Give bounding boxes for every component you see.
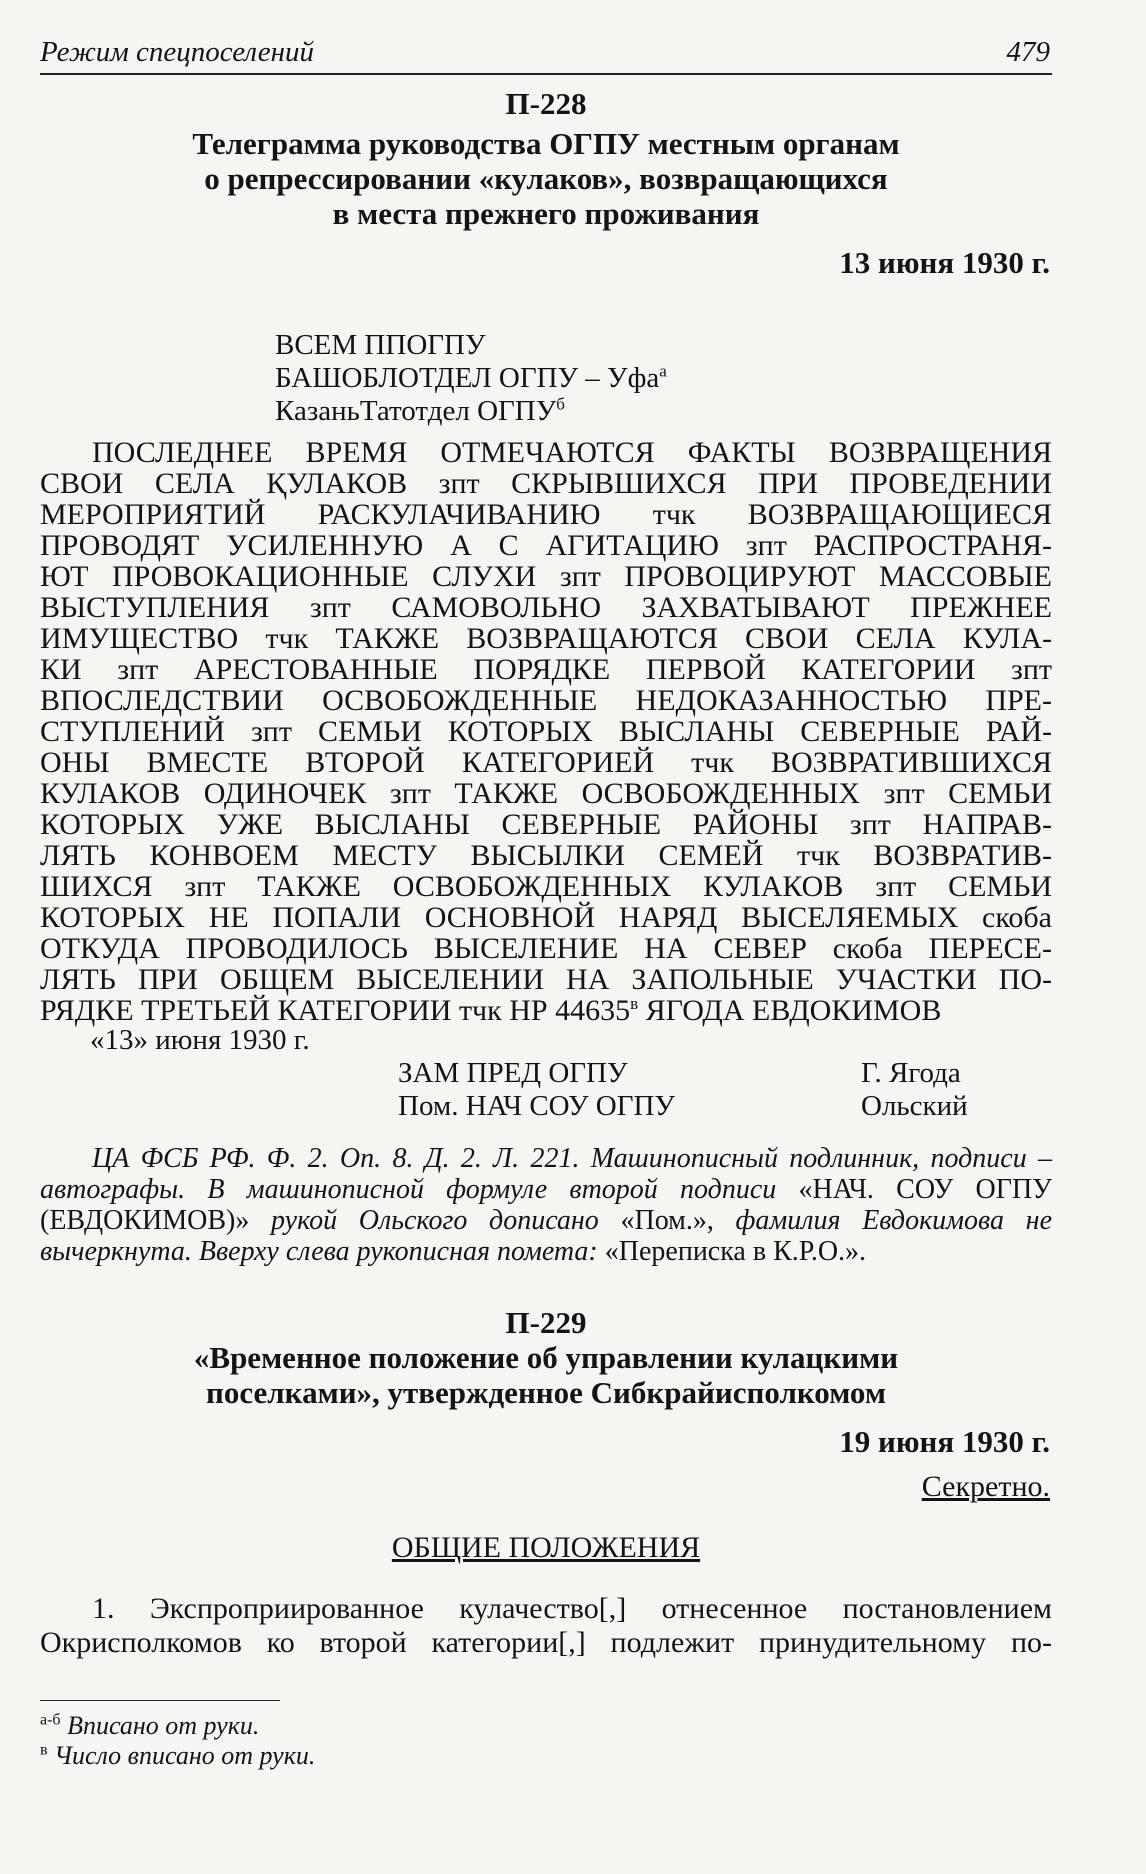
signature-position: ЗАМ ПРЕД ОГПУ bbox=[398, 1057, 628, 1089]
telegram-line: ПРОВОДЯТ УСИЛЕННУЮ А С АГИТАЦИЮ зпт РАСПРОСТРАНЯ- bbox=[40, 529, 1052, 562]
running-title: Режим спецпоселений bbox=[40, 36, 315, 68]
footnote-mark: б bbox=[556, 394, 565, 414]
telegram-line: СВОИ СЕЛА ҚУЛАКОВ зпт СКРЫВШИХСЯ ПРИ ПРОВЕДЕНИИ bbox=[40, 467, 1052, 500]
addressee: БАШОБЛОТДЕЛ ОГПУ – Уфа$^а$ bbox=[275, 361, 667, 394]
doc228-date: 13 июня 1930 г. bbox=[839, 245, 1050, 280]
doc228-sign-date: «13» июня 1930 г. bbox=[90, 1024, 310, 1056]
doc228-addressees bbox=[275, 329, 667, 428]
telegram-line: ЮТ ПРОВОКАЦИОННЫЕ СЛУХИ зпт ПРОВОЦИРУЮТ МАССОВЫЕ bbox=[40, 560, 1052, 593]
signature-name: Ольский bbox=[861, 1090, 968, 1122]
telegram-line: ПОСЛЕДНЕЕ ВРЕМЯ ОТМЕЧАЮТСЯ ФАКТЫ ВОЗВРАЩЕНИЯ bbox=[92, 436, 1052, 469]
telegram-last-line: РЯДКЕ ТРЕТЬЕЙ КАТЕГОРИИ тчк НР $44635^в$ ЯГОДА ЕВДОКИМОВ bbox=[40, 994, 942, 1027]
doc229-number: П-229 bbox=[505, 1305, 587, 1340]
footnote-mark: в bbox=[630, 994, 639, 1013]
telegram-line: ИМУЩЕСТВО тчк ТАКЖЕ ВОЗВРАЩАЮТСЯ СВОИ СЕЛА КУЛА- bbox=[40, 622, 1052, 655]
doc228-title-line: Телеграмма руководства ОГПУ местным органам bbox=[192, 126, 900, 161]
paragraph-line: 1. Экспроприированное кулачество[,] отнесенное постановлением bbox=[92, 1592, 1052, 1625]
telegram-line: ЛЯТЬ ПРИ ОБЩЕМ ВЫСЕЛЕНИИ НА ЗАПОЛЬНЫЕ УЧАСТКИ ПО- bbox=[40, 963, 1052, 996]
doc229-title-line: поселками», утвержденное Сибкрайисполкомом bbox=[206, 1375, 886, 1410]
telegram-line: ВПОСЛЕДСТВИИ ОСВОБОЖДЕННЫЕ НЕДОКАЗАННОСТЬЮ ПРЕ- bbox=[40, 684, 1052, 717]
paragraph-1 bbox=[40, 1592, 1052, 1660]
telegram-line: ОНЫ ВМЕСТЕ ВТОРОЙ КАТЕГОРИЕЙ тчк ВОЗВРАТИВШИХСЯ bbox=[40, 746, 1052, 779]
paragraph-line: Окрисполкомов ко второй категории[,] подлежит принудительному по- bbox=[40, 1626, 1052, 1659]
doc228-title-line: в места прежнего проживания bbox=[332, 196, 760, 231]
header-rule bbox=[40, 73, 1052, 75]
footnote: $^в$ Число вписано от руки. bbox=[40, 1741, 316, 1770]
telegram-line: ОТКУДА ПРОВОДИЛОСЬ ВЫСЕЛЕНИЕ НА СЕВЕР скоба ПЕРЕСЕ- bbox=[40, 932, 1052, 965]
telegram-line: МЕРОПРИЯТИЙ РАСКУЛАЧИВАНИЮ тчк ВОЗВРАЩАЮЩИЕСЯ bbox=[40, 498, 1052, 531]
doc228-number: П-228 bbox=[505, 86, 587, 121]
telegram-line: ШИХСЯ зпт ТАКЖЕ ОСВОБОЖДЕННЫХ КУЛАКОВ зпт СЕМЬИ bbox=[40, 870, 1052, 903]
telegram-line: КИ зпт АРЕСТОВАННЫЕ ПОРЯДКЕ ПЕРВОЙ КАТЕГОРИИ зпт bbox=[40, 653, 1052, 686]
telegram-line: ВЫСТУПЛЕНИЯ зпт САМОВОЛЬНО ЗАХВАТЫВАЮТ ПРЕЖНЕЕ bbox=[40, 591, 1052, 624]
addressee: ВСЕМ ППОГПУ bbox=[275, 329, 486, 361]
telegram-line: КОТОРЫХ УЖЕ ВЫСЛАНЫ СЕВЕРНЫЕ РАЙОНЫ зпт НАПРАВ- bbox=[40, 808, 1052, 841]
footnote-rule bbox=[40, 1700, 280, 1701]
archival-source: ЦА ФСБ РФ. Ф. 2. Оп. 8. Д. 2. Л. 221. Машинописный подлинник, подписи – автографы. В машинописной формуле второй подписи «НАЧ. СОУ ОГПУ (ЕВДОКИМОВ)» рукой Ольского дописано «Пом.», фамилия Евдокимова не вычеркнута. Вверху слева рукописная помета: «Переписка в К.Р.О.». bbox=[40, 1143, 1052, 1267]
doc228-title-line: о репрессировании «кулаков», возвращающихся bbox=[204, 161, 888, 196]
telegram-text bbox=[40, 437, 1052, 1026]
doc229-title bbox=[40, 1340, 1052, 1410]
doc229-date: 19 июня 1930 г. bbox=[839, 1424, 1050, 1459]
signature-position: Пом. НАЧ СОУ ОГПУ bbox=[398, 1090, 675, 1122]
telegram-line: КОТОРЫХ НЕ ПОПАЛИ ОСНОВНОЙ НАРЯД ВЫСЕЛЯЕМЫХ скоба bbox=[40, 901, 1052, 934]
doc229-title-line: «Временное положение об управлении кулацкими bbox=[193, 1340, 899, 1375]
telegram-line: СТУПЛЕНИЙ зпт СЕМЬИ КОТОРЫХ ВЫСЛАНЫ СЕВЕРНЫЕ РАЙ- bbox=[40, 715, 1052, 748]
signature-name: Г. Ягода bbox=[861, 1057, 961, 1089]
section-title: ОБЩИЕ ПОЛОЖЕНИЯ bbox=[391, 1531, 701, 1564]
footnote-mark: а bbox=[659, 361, 667, 381]
telegram-line: КУЛАКОВ ОДИНОЧЕК зпт ТАКЖЕ ОСВОБОЖДЕННЫХ зпт СЕМЬИ bbox=[40, 777, 1052, 810]
doc228-title bbox=[40, 126, 1052, 231]
addressee: КазаньТатотдел $ОГПУ^б$ bbox=[275, 394, 565, 427]
footnote: $^{а-б}$ Вписано от руки. bbox=[40, 1711, 260, 1740]
page-number: 479 bbox=[1006, 36, 1050, 68]
telegram-line: ЛЯТЬ КОНВОЕМ МЕСТУ ВЫСЫЛКИ СЕМЕЙ тчк ВОЗВРАТИВ- bbox=[40, 839, 1052, 872]
classification-stamp: Секретно. bbox=[921, 1470, 1050, 1503]
